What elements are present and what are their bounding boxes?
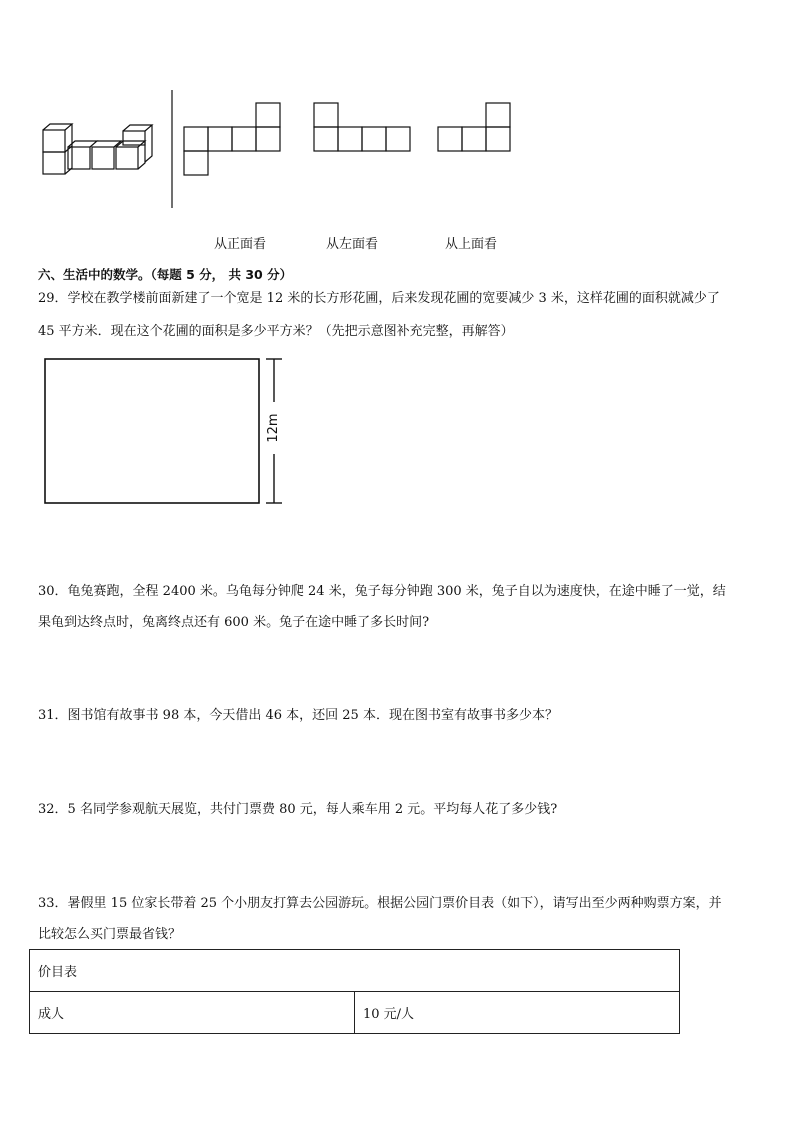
cube-solid-drawing bbox=[43, 124, 152, 174]
q33-line2: 比较怎么买门票最省钱？ bbox=[38, 927, 182, 942]
left-view-drawing bbox=[314, 103, 410, 151]
q31-text: 31．图书馆有故事书 98 本，今天借出 46 本，还回 25 本．现在图书室有故事书多少本？ bbox=[38, 708, 558, 723]
table-row bbox=[30, 950, 680, 992]
q29-line1: 29．学校在教学楼前面新建了一个宽是 12 米的长方形花圃，后来发现花圃的宽要减少 3 米，这样花圃的面积就减少了 bbox=[38, 291, 720, 306]
price-row-value: 10 元/人 bbox=[355, 992, 680, 1034]
section-title: 六、生活中的数学。（每题 5 分， 共 30 分） bbox=[38, 267, 293, 282]
q30-line1: 30．龟兔赛跑，全程 2400 米。乌龟每分钟爬 24 米，兔子每分钟跑 300 米，兔子自以为速度快，在途中睡了一觉，结 bbox=[38, 584, 726, 599]
top-view-drawing bbox=[438, 103, 510, 151]
q29-line2: 45 平方米．现在这个花圃的面积是多少平方米？（先把示意图补充完整，再解答） bbox=[38, 324, 514, 339]
q30-line2: 果龟到达终点时，兔离终点还有 600 米。兔子在途中睡了多长时间? bbox=[38, 615, 430, 630]
price-row-label: 成人 bbox=[30, 992, 355, 1034]
left-view-label: 从左面看 bbox=[326, 237, 379, 252]
table-row bbox=[30, 992, 680, 1034]
price-table-header: 价目表 bbox=[30, 950, 680, 992]
front-view-label: 从正面看 bbox=[214, 237, 267, 252]
width-label: 12m bbox=[266, 413, 281, 443]
garden-rectangle-drawing bbox=[45, 359, 259, 503]
front-view-drawing bbox=[184, 103, 280, 175]
q33-line1: 33．暑假里 15 位家长带着 25 个小朋友打算去公园游玩。根据公园门票价目表（如下），请写出至少两种购票方案，并 bbox=[38, 896, 722, 911]
q32-text: 32．5 名同学参观航天展览，共付门票费 80 元，每人乘车用 2 元。平均每人花了多少钱? bbox=[38, 802, 558, 817]
top-view-label: 从上面看 bbox=[445, 237, 498, 252]
price-table bbox=[29, 949, 680, 1034]
